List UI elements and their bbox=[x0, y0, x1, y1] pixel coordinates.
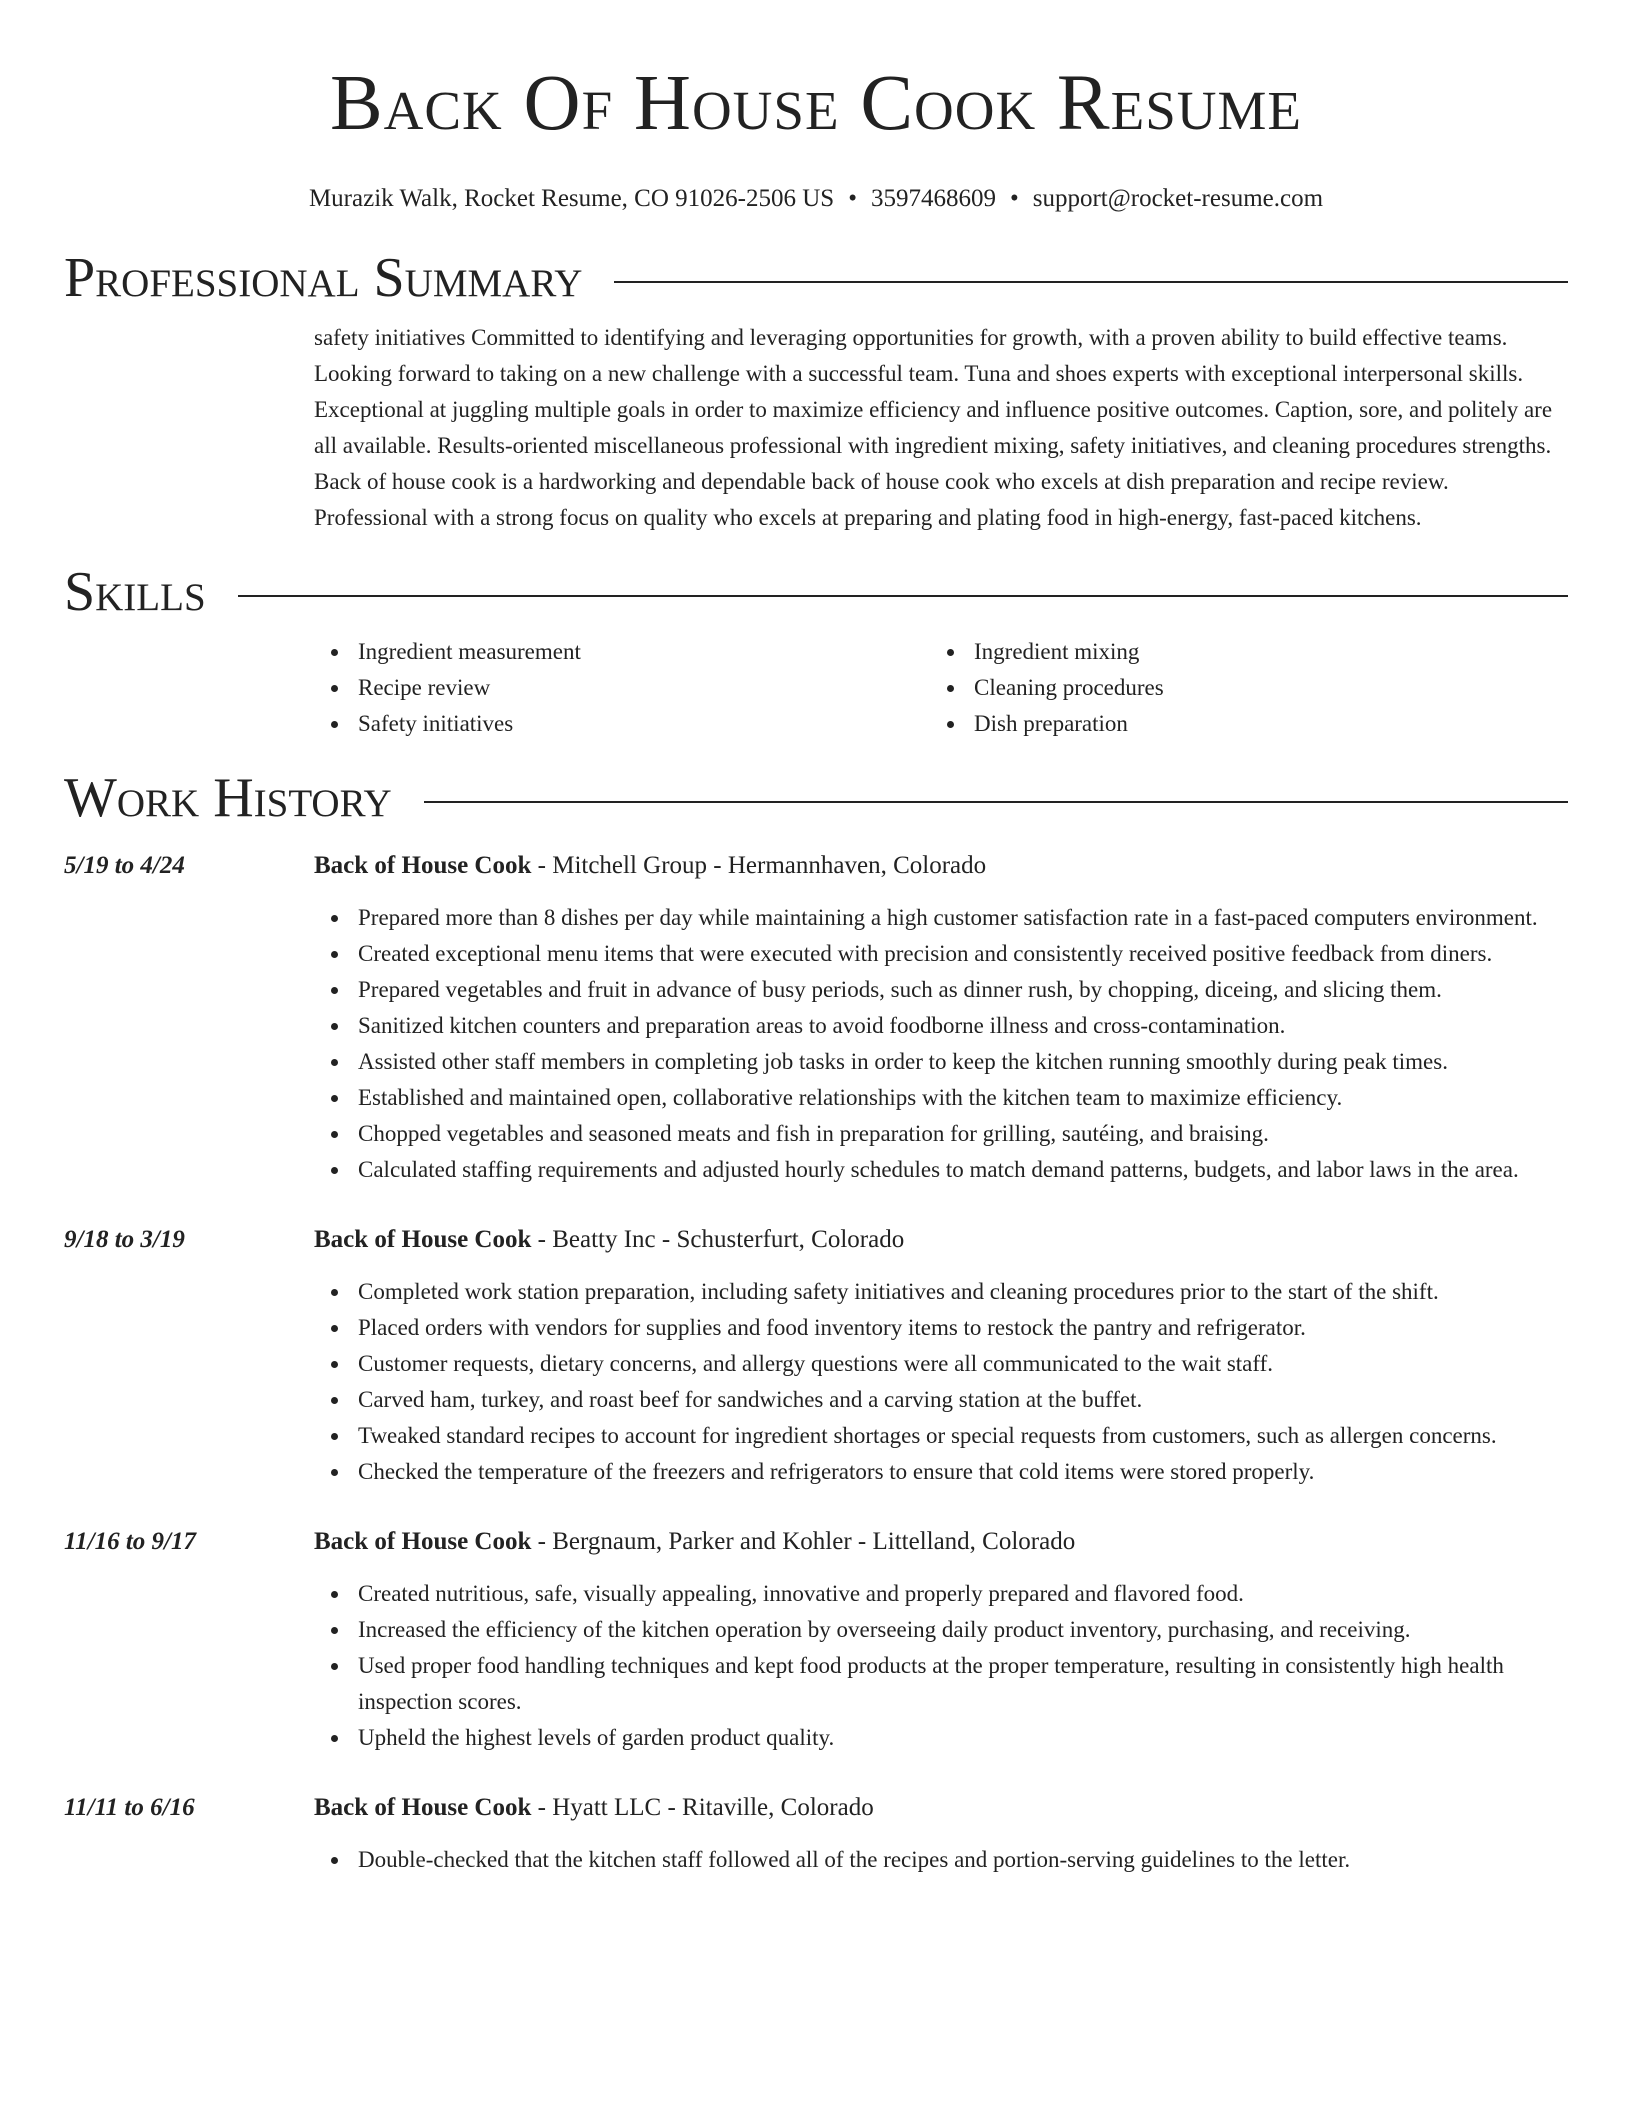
skill-item: Cleaning procedures bbox=[930, 670, 1546, 706]
contact-separator: • bbox=[1009, 185, 1019, 212]
job-bullet: Customer requests, dietary concerns, and allergy questions were all communicated to the wait staff. bbox=[314, 1346, 1568, 1382]
job-header bbox=[64, 848, 1568, 884]
job-bullet: Increased the efficiency of the kitchen operation by overseeing daily product inventory, purchasing, and receiving. bbox=[314, 1612, 1568, 1648]
contact-separator: • bbox=[848, 185, 857, 212]
skills-heading: Skills bbox=[64, 561, 206, 623]
job-company: - Mitchell Group - Hermannhaven, Colorado bbox=[531, 852, 987, 879]
summary-text: safety initiatives Committed to identifying and leveraging opportunities for growth, with a proven ability to build effective teams. Looking forward to taking on a new challenge with a successful team. Tuna and shoes experts with exceptional interpersonal skills. Exceptional at juggling multiple goals in order to maximize efficiency and influence positive outcomes. Caption, sore, and politely are all available. Results-oriented miscellaneous professional with ingredient mixing, safety initiatives, and cleaning procedures strengths. Back of house cook is a hardworking and dependable back of house cook who excels at dish preparation and recipe review. Professional with a strong focus on quality who excels at preparing and plating food in high-energy, fast-paced kitchens. bbox=[314, 325, 1553, 530]
job-bullet: Assisted other staff members in completing job tasks in order to keep the kitchen running smoothly during peak times. bbox=[314, 1044, 1568, 1080]
job-bullet: Tweaked standard recipes to account for ingredient shortages or special requests from customers, such as allergen concerns. bbox=[314, 1418, 1568, 1454]
skill-item: Ingredient measurement bbox=[314, 634, 930, 670]
work-section-header bbox=[64, 768, 1568, 828]
job-bullet: Created nutritious, safe, visually appealing, innovative and properly prepared and flavored food. bbox=[314, 1576, 1568, 1612]
summary-section-header bbox=[64, 248, 1568, 308]
job-bullet: Prepared more than 8 dishes per day while maintaining a high customer satisfaction rate in a fast-paced computers environment. bbox=[314, 900, 1568, 936]
job-bullets bbox=[314, 900, 1568, 1188]
job-bullet: Double-checked that the kitchen staff followed all of the recipes and portion-serving guidelines to the letter. bbox=[314, 1842, 1568, 1878]
skills-list bbox=[314, 634, 1568, 742]
summary-heading: Professional Summary bbox=[64, 247, 583, 309]
skills-column-right bbox=[930, 634, 1546, 742]
skill-item: Safety initiatives bbox=[314, 706, 930, 742]
job-bullet: Sanitized kitchen counters and preparation areas to avoid foodborne illness and cross-contamination. bbox=[314, 1008, 1568, 1044]
job-title: Back of House Cook bbox=[314, 852, 532, 879]
job-bullet: Used proper food handling techniques and kept food products at the proper temperature, resulting in consistently high health inspection scores. bbox=[314, 1648, 1568, 1720]
job-bullets bbox=[314, 1576, 1568, 1756]
job-title: Back of House Cook bbox=[314, 1528, 532, 1555]
contact-phone: 3597468609 bbox=[870, 185, 996, 212]
job-bullet: Prepared vegetables and fruit in advance of busy periods, such as dinner rush, by chopping, diceing, and slicing them. bbox=[314, 972, 1568, 1008]
job-header bbox=[64, 1524, 1568, 1560]
job-title: Back of House Cook bbox=[314, 1226, 532, 1253]
job-bullet: Created exceptional menu items that were executed with precision and consistently received positive feedback from diners. bbox=[314, 936, 1568, 972]
job-company: - Bergnaum, Parker and Kohler - Littelland, Colorado bbox=[531, 1528, 1076, 1555]
skill-item: Recipe review bbox=[314, 670, 930, 706]
contact-email: support@rocket-resume.com bbox=[1032, 185, 1324, 212]
resume-title: Back Of House Cook Resume bbox=[329, 60, 1303, 147]
job-entry bbox=[64, 1222, 1568, 1490]
job-entry bbox=[64, 1524, 1568, 1756]
job-bullet: Calculated staffing requirements and adjusted hourly schedules to match demand patterns, budgets, and labor laws in the area. bbox=[314, 1152, 1568, 1188]
work-heading: Work History bbox=[64, 767, 392, 829]
job-bullet: Established and maintained open, collaborative relationships with the kitchen team to maximize efficiency. bbox=[314, 1080, 1568, 1116]
contact-line bbox=[64, 184, 1568, 214]
job-header bbox=[64, 1222, 1568, 1258]
job-company: - Hyatt LLC - Ritaville, Colorado bbox=[531, 1794, 874, 1821]
section-divider bbox=[424, 801, 1568, 803]
job-bullets bbox=[314, 1842, 1568, 1878]
job-bullet: Placed orders with vendors for supplies and food inventory items to restock the pantry and refrigerator. bbox=[314, 1310, 1568, 1346]
contact-address: Murazik Walk, Rocket Resume, CO 91026-2506 US bbox=[308, 185, 835, 212]
skill-item: Ingredient mixing bbox=[930, 634, 1546, 670]
job-bullet: Upheld the highest levels of garden product quality. bbox=[314, 1720, 1568, 1756]
section-divider bbox=[238, 595, 1568, 597]
section-divider bbox=[614, 281, 1568, 283]
job-company: - Beatty Inc - Schusterfurt, Colorado bbox=[531, 1226, 905, 1253]
job-dates: 5/19 to 4/24 bbox=[64, 852, 185, 879]
job-header bbox=[64, 1790, 1568, 1826]
job-dates: 11/16 to 9/17 bbox=[64, 1528, 196, 1555]
job-dates: 11/11 to 6/16 bbox=[64, 1794, 195, 1821]
skills-column-left bbox=[314, 634, 930, 742]
skills-section-header bbox=[64, 562, 1568, 622]
job-bullets bbox=[314, 1274, 1568, 1490]
skill-item: Dish preparation bbox=[930, 706, 1546, 742]
job-dates: 9/18 to 3/19 bbox=[64, 1226, 185, 1253]
job-title: Back of House Cook bbox=[314, 1794, 532, 1821]
job-entry bbox=[64, 1790, 1568, 1878]
job-bullet: Chopped vegetables and seasoned meats and fish in preparation for grilling, sautéing, and braising. bbox=[314, 1116, 1568, 1152]
job-entry bbox=[64, 848, 1568, 1188]
job-bullet: Carved ham, turkey, and roast beef for sandwiches and a carving station at the buffet. bbox=[314, 1382, 1568, 1418]
job-bullet: Checked the temperature of the freezers and refrigerators to ensure that cold items were stored properly. bbox=[314, 1454, 1568, 1490]
job-bullet: Completed work station preparation, including safety initiatives and cleaning procedures prior to the start of the shift. bbox=[314, 1274, 1568, 1310]
